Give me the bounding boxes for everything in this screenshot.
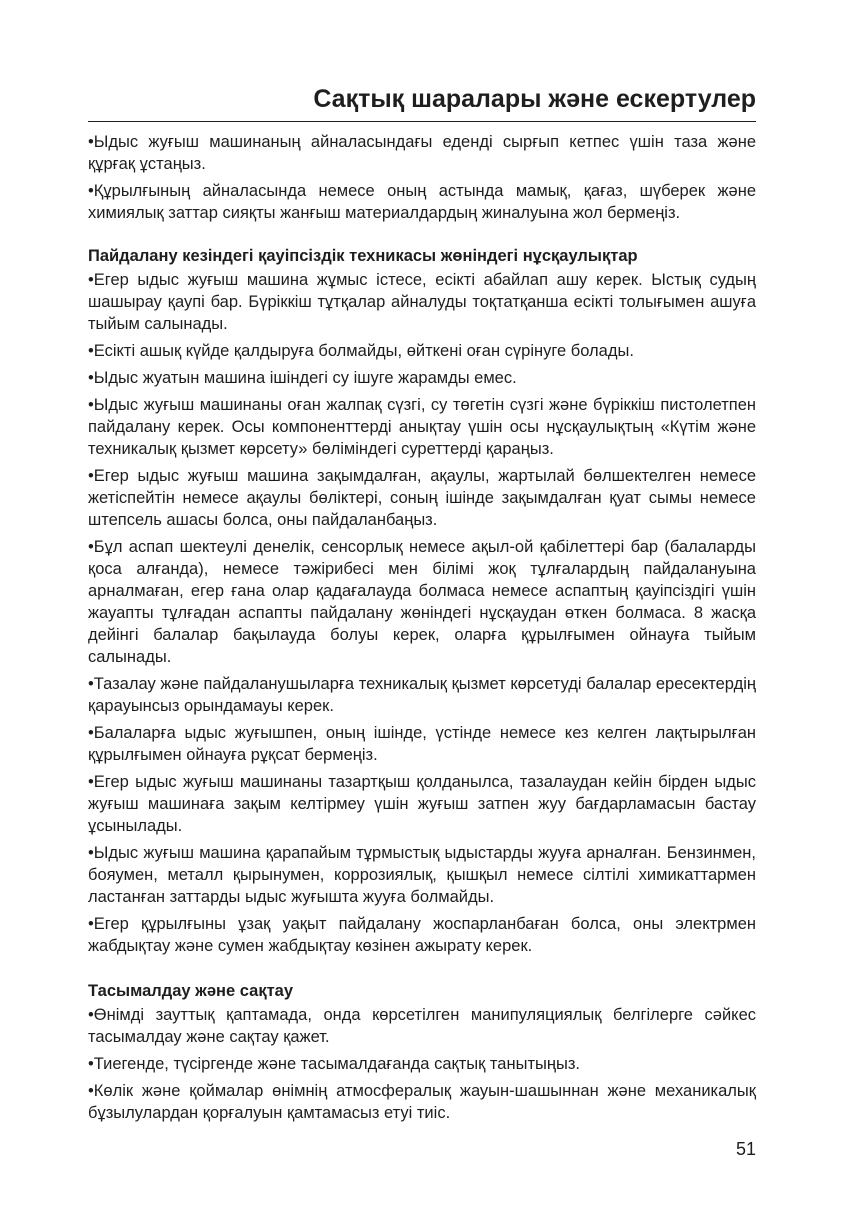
bullet-icon: •	[88, 915, 94, 933]
page-title: Сақтық шаралары және ескертулер	[313, 85, 756, 113]
list-item: •Ыдыс жуғыш машинаның айналасындағы еденді сырғып кетпес үшін таза және құрғақ ұстаңыз.	[88, 133, 756, 173]
page-number: 51	[735, 1139, 756, 1159]
bullet-icon: •	[88, 724, 94, 742]
section-transport-storage	[88, 980, 756, 1124]
bullet-icon: •	[88, 182, 94, 200]
title-divider	[88, 121, 756, 122]
section-heading: Пайдалану кезіндегі қауіпсіздік техникасы жөніндегі нұсқаулықтар	[88, 247, 638, 265]
bullet-icon: •	[88, 133, 94, 151]
list-item: •Тазалау және пайдаланушыларға техникалық қызмет көрсетуді балалар ересектердің қарауынсыз орындамауы керек.	[88, 675, 756, 715]
list-item: •Балаларға ыдыс жуғышпен, оның ішінде, үстінде немесе кез келген лақтырылған құрылғымен ойнауға рұқсат бермеңіз.	[88, 724, 756, 764]
bullet-icon: •	[88, 369, 94, 387]
list-item: •Егер құрылғыны ұзақ уақыт пайдалану жоспарланбаған болса, оны электрмен жабдықтау және сумен жабдықтау көзінен ажырату керек.	[88, 915, 756, 955]
list-item: •Тиегенде, түсіргенде және тасымалдағанда сақтық танытыңыз.	[88, 1055, 580, 1073]
bullet-icon: •	[88, 773, 94, 791]
bullet-icon: •	[88, 271, 94, 289]
list-item: •Ыдыс жуғыш машина қарапайым тұрмыстық ыдыстарды жууға арналған. Бензинмен, бояумен, металл қырынумен, коррозиялық, қышқыл немесе сілтілі химикаттармен ластанған заттарды ыдыс жуғышта жууға болмайды.	[88, 844, 756, 906]
list-item: •Ыдыс жуғыш машинаны оған жалпақ сүзгі, су төгетін сүзгі және бүріккіш пистолетпен пайдалану керек. Осы компоненттерді анықтау үшін осы нұсқаулықтың «Күтім және техникалық қызмет көрсету» бөліміндегі суреттерді қараңыз.	[88, 396, 756, 458]
bullet-icon: •	[88, 342, 94, 360]
section-general	[88, 131, 756, 224]
list-item: •Ыдыс жуатын машина ішіндегі су ішуге жарамды емес.	[88, 369, 517, 387]
page-content	[88, 131, 756, 1129]
section-heading: Тасымалдау және сақтау	[88, 982, 294, 1000]
bullet-icon: •	[88, 1055, 94, 1073]
list-item: •Өнімді зауттық қаптамада, онда көрсетілген манипуляциялық белгілерге сәйкес тасымалдау және сақтау қажет.	[88, 1006, 756, 1046]
list-item: •Егер ыдыс жуғыш машина жұмыс істесе, есікті абайлап ашу керек. Ыстық судың шашырау қаупі бар. Бүріккіш тұтқалар айналуды тоқтатқанша есікті толығымен ашуға тыйым салынады.	[88, 271, 756, 333]
list-item: •Бұл аспап шектеулі денелік, сенсорлық немесе ақыл-ой қабілеттері бар (балаларды қоса алғанда), немесе тәжірибесі мен білімі жоқ тұлғалардың пайдалануына арналмаған, егер ғана олар қадағалауда болмаса немесе аспаптың қауіпсіздігі үшін жауапты тұлғадан аспапты пайдалану жөніндегі нұсқаудан өткен болмаса. 8 жасқа дейінгі балалар бақылауда болуы керек, оларға құрылғымен ойнауға тыйым салынады.	[88, 538, 756, 666]
list-item: •Есікті ашық күйде қалдыруға болмайды, өйткені оған сүрінуге болады.	[88, 342, 634, 360]
bullet-icon: •	[88, 396, 94, 414]
list-item: •Құрылғының айналасында немесе оның астында мамық, қағаз, шүберек және химиялық заттар сияқты жанғыш материалдардың жиналуына жол бермеңіз.	[88, 182, 756, 222]
bullet-icon: •	[88, 844, 94, 862]
bullet-icon: •	[88, 467, 94, 485]
bullet-icon: •	[88, 538, 94, 556]
bullet-icon: •	[88, 1006, 94, 1024]
list-item: •Егер ыдыс жуғыш машинаны тазартқыш қолданылса, тазалаудан кейін бірден ыдыс жуғыш машинаға зақым келтірмеу үшін жуғыш затпен жуу бағдарламасын бастау ұсынылады.	[88, 773, 756, 835]
section-operation-safety	[88, 245, 756, 957]
bullet-icon: •	[88, 675, 94, 693]
list-item: •Егер ыдыс жуғыш машина зақымдалған, ақаулы, жартылай бөлшектелген немесе жетіспейтін немесе ақаулы бөліктері, соның ішінде зақымдалған қуат сымы немесе штепсель ашасы болса, оны пайдаланбаңыз.	[88, 467, 756, 529]
bullet-icon: •	[88, 1082, 94, 1100]
list-item: •Көлік және қоймалар өнімнің атмосфералық жауын-шашыннан және механикалық бұзылулардан қорғалуын қамтамасыз етуі тиіс.	[88, 1082, 756, 1122]
